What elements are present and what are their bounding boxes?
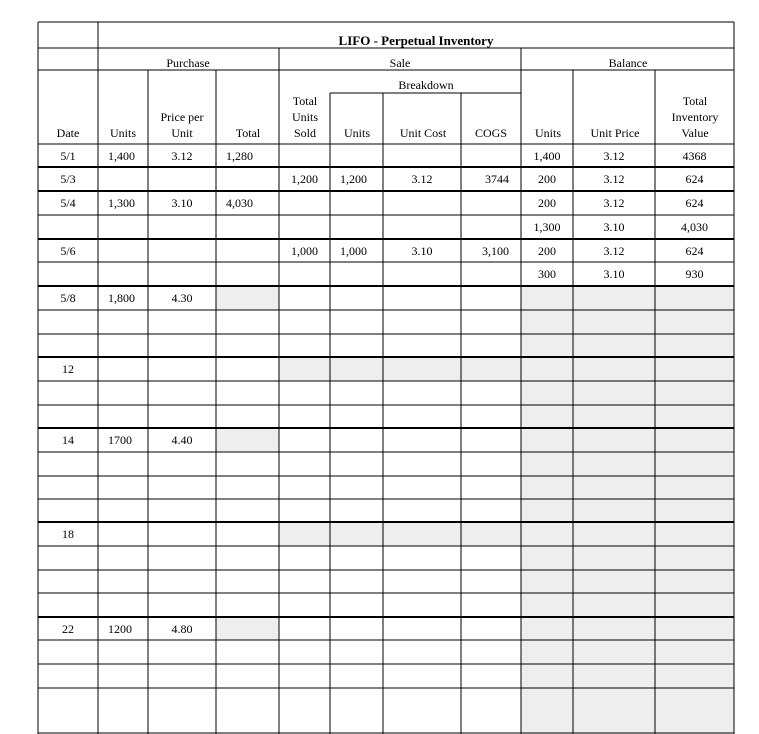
balance-unit-price-cell: 3.12 bbox=[603, 149, 625, 163]
balance-units-cell: 300 bbox=[538, 267, 556, 281]
shaded-cells bbox=[216, 286, 734, 734]
date-cell: 5/6 bbox=[60, 244, 76, 258]
balance-unit-price-cell: 3.10 bbox=[603, 267, 625, 281]
inventory-value-cell: 624 bbox=[685, 196, 704, 210]
purchase-price-cell: 4.30 bbox=[171, 291, 193, 305]
header-purchase-total: Total bbox=[235, 126, 261, 140]
header-unit-price: Unit Price bbox=[590, 126, 640, 140]
balance-units-cell: 200 bbox=[538, 196, 556, 210]
purchase-units-cell: 1,300 bbox=[108, 196, 135, 210]
date-cell: 5/4 bbox=[60, 196, 76, 210]
purchase-price-cell: 3.10 bbox=[171, 196, 193, 210]
inventory-value-cell: 624 bbox=[685, 172, 704, 186]
header-total-units-sold-1: Total bbox=[292, 94, 318, 108]
header-purchase-units: Units bbox=[109, 126, 137, 140]
table-title: LIFO - Perpetual Inventory bbox=[338, 33, 494, 48]
date-cell: 22 bbox=[62, 622, 74, 636]
group-sale: Sale bbox=[389, 56, 411, 70]
header-cogs: COGS bbox=[474, 126, 508, 140]
header-inventory-value-3: Value bbox=[681, 126, 709, 140]
purchase-price-cell: 4.40 bbox=[171, 433, 193, 447]
header-total-units-sold-2: Units bbox=[291, 110, 319, 124]
total-units-sold-cell: 1,000 bbox=[291, 244, 318, 258]
header-total-units-sold-3: Sold bbox=[293, 126, 317, 140]
group-breakdown: Breakdown bbox=[398, 78, 454, 92]
cogs-cell: 3,100 bbox=[482, 244, 509, 258]
sale-units-cell: 1,000 bbox=[340, 244, 367, 258]
sale-units-cell: 1,200 bbox=[340, 172, 367, 186]
balance-shaded-area bbox=[521, 286, 734, 734]
balance-units-cell: 1,400 bbox=[533, 149, 561, 163]
purchase-total-shaded-cell bbox=[216, 286, 279, 310]
cogs-cell: 3744 bbox=[485, 172, 509, 186]
date-cell: 5/8 bbox=[60, 291, 76, 305]
date-cell: 5/1 bbox=[60, 149, 76, 163]
purchase-price-cell: 4.80 bbox=[171, 622, 193, 636]
purchase-total-shaded-cell bbox=[216, 617, 279, 640]
header-date: Date bbox=[56, 126, 80, 140]
purchase-total-cell: 1,280 bbox=[226, 149, 253, 163]
balance-unit-price-cell: 3.12 bbox=[603, 196, 625, 210]
inventory-value-cell: 4,030 bbox=[681, 220, 708, 234]
group-balance: Balance bbox=[608, 56, 648, 70]
balance-unit-price-cell: 3.12 bbox=[603, 172, 625, 186]
date-cell: 18 bbox=[62, 527, 74, 541]
header-balance-units: Units bbox=[534, 126, 562, 140]
sale-shaded-cells bbox=[279, 522, 521, 546]
inventory-value-cell: 4368 bbox=[682, 149, 707, 163]
total-units-sold-cell: 1,200 bbox=[291, 172, 318, 186]
date-cell: 12 bbox=[62, 362, 74, 376]
balance-units-cell: 200 bbox=[538, 172, 556, 186]
purchase-units-cell: 1,800 bbox=[108, 291, 135, 305]
sale-shaded-cells bbox=[279, 357, 521, 381]
balance-units-cell: 1,300 bbox=[533, 220, 561, 234]
header-price-per-unit-1: Price per bbox=[160, 110, 204, 124]
group-purchase: Purchase bbox=[166, 56, 210, 70]
purchase-units-cell: 1700 bbox=[108, 433, 132, 447]
balance-unit-price-cell: 3.12 bbox=[603, 244, 625, 258]
inventory-value-cell: 930 bbox=[685, 267, 704, 281]
header-sale-units: Units bbox=[343, 126, 371, 140]
balance-unit-price-cell: 3.10 bbox=[603, 220, 625, 234]
unit-cost-cell: 3.12 bbox=[411, 172, 433, 186]
date-cell: 14 bbox=[62, 433, 74, 447]
balance-units-cell: 200 bbox=[538, 244, 556, 258]
header-inventory-value-1: Total bbox=[682, 94, 708, 108]
purchase-units-cell: 1,400 bbox=[108, 149, 135, 163]
purchase-price-cell: 3.12 bbox=[171, 149, 193, 163]
unit-cost-cell: 3.10 bbox=[411, 244, 433, 258]
purchase-units-cell: 1200 bbox=[108, 622, 132, 636]
header-price-per-unit-2: Unit bbox=[171, 126, 193, 140]
header-inventory-value-2: Inventory bbox=[671, 110, 719, 124]
purchase-total-shaded-cell bbox=[216, 428, 279, 452]
date-cell: 5/3 bbox=[60, 172, 76, 186]
inventory-value-cell: 624 bbox=[685, 244, 704, 258]
header-unit-cost: Unit Cost bbox=[399, 126, 447, 140]
purchase-total-cell: 4,030 bbox=[226, 196, 253, 210]
